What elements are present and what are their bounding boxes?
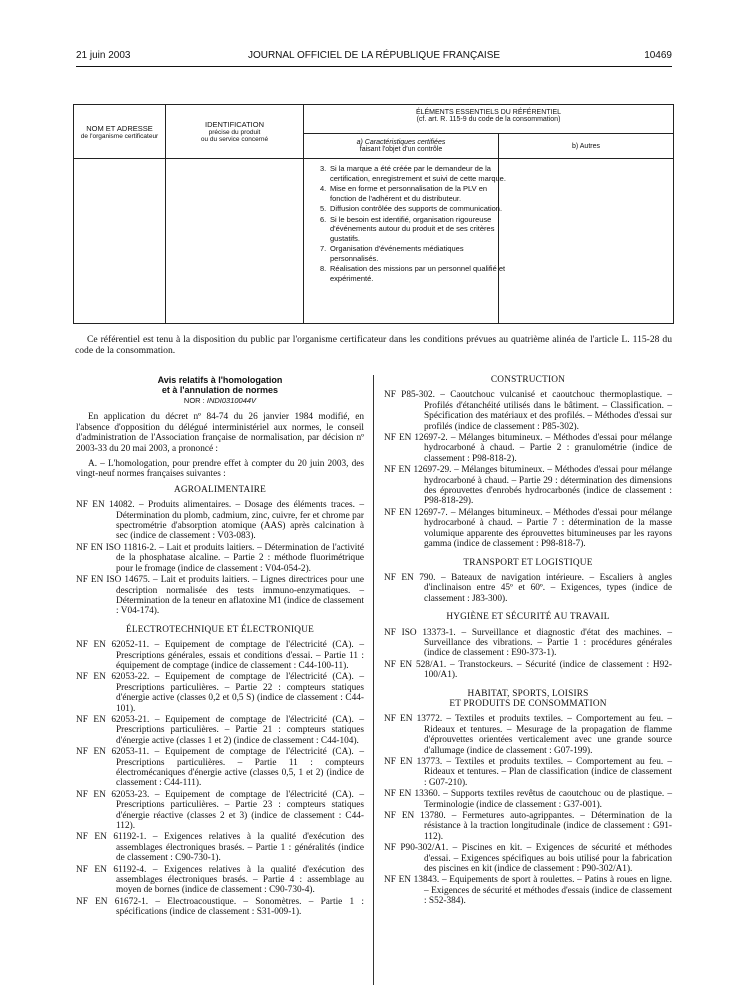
standard-entry (384, 465, 672, 507)
section-title-text: HABITAT, SPORTS, LOISIRS (467, 688, 589, 699)
avis-title-line1: Avis relatifs à l'homologation (157, 375, 283, 385)
col3b-header-label: b) Autres (571, 142, 600, 150)
col-header-elements (304, 105, 674, 134)
standard-reference: NF EN 62053-22. (76, 672, 150, 683)
standard-reference: NF EN 62053-23. (76, 789, 150, 800)
standard-entry (76, 865, 364, 896)
standard-reference: NF EN ISO 14675. (76, 575, 150, 586)
standard-description: – Equipement de comptage de l'électricité (CA). – Prescriptions générales, essais et conditions d'essai. – Partie 11 : équipement de comptage (indice de classement : C44-100-11). (116, 640, 364, 671)
standard-description: – Lait et produits laitiers. – Lignes directrices pour une description normalisée des tests immuno-enzymatiques. – Détermination de la teneur en aflatoxine M1 (indice de classement : V04-174). (116, 575, 364, 617)
col-header-caracteristiques (304, 134, 499, 159)
standard-entry (76, 790, 364, 832)
standard-description: – Piscines en kit. – Exigences de sécurité et méthodes d'essai. – Exigences spécifiques au bois utilisé pour la fabrication des piscines en kit (indice de classement : P90-302/A1). (424, 843, 672, 875)
standard-entry (76, 500, 364, 542)
standard-entry (384, 660, 672, 681)
avis-title-line2: et à l'annulation de normes (161, 385, 279, 395)
standard-description: – Fermetures auto-agrippantes. – Détermination de la résistance à la traction longitudinale (indice de classement : G91-112). (424, 811, 672, 842)
standard-entry (76, 575, 364, 617)
standard-entry (384, 811, 672, 842)
col1-header-label: NOM ET ADRESSE (86, 123, 153, 133)
standard-entry (384, 508, 672, 550)
col-header-identification (166, 105, 304, 159)
standard-description: – Equipement de comptage de l'électricité (CA). – Prescriptions particulières. – Partie 11 : compteurs électromécaniques d'énergie active (classes 0,5, 1 et 2) (indice de classement : C44-111). (116, 747, 364, 789)
nor-reference (76, 396, 364, 406)
col-header-autres (499, 134, 674, 159)
list-item: 8. Réalisation des missions par un personnel qualifié et expérimenté. (320, 264, 506, 283)
standard-reference: NF EN 62053-21. (76, 714, 150, 725)
nor-code: INDI0310044V (206, 396, 257, 405)
standard-reference: NF EN 528/A1. (384, 659, 447, 670)
standard-description: – Mélanges bitumineux. – Méthodes d'essai pour mélange hydrocarboné à chaud. – Partie 29 : détermination des dimensions des éprouvettes d'enrobés hydrocarbonés (indice de classement : P98-818-29). (424, 465, 672, 507)
standard-description: – Textiles et produits textiles. – Comportement au feu. – Rideaux et tentures. – Plan de classification (indice de classement : G07-210). (424, 757, 672, 788)
header-date: 21 juin 2003 (76, 50, 131, 61)
standard-reference: NF EN 13780. (384, 811, 446, 822)
standard-entry (76, 715, 364, 746)
cell-autres (499, 159, 674, 324)
standard-description: – Electroacoustique. – Sonomètres. – Partie 1 : spécifications (indice de classement : S31-009-1). (116, 896, 365, 918)
col-header-organisme (74, 105, 166, 159)
avis-title (76, 375, 364, 395)
col3-header-label: ÉLÉMENTS ESSENTIELS DU RÉFÉRENTIEL (415, 109, 562, 116)
section-title-text: CONSTRUCTION (490, 375, 566, 385)
standard-description: – Exigences relatives à la qualité d'exécution des assemblages électroniques brasés. – Partie 4 : assemblage au moyen de bornes (indice de classement : C90-730-4). (116, 864, 364, 896)
standard-entry (384, 628, 672, 659)
standard-reference: NF EN 61192-1. (76, 832, 147, 843)
section-title-construction (384, 375, 672, 385)
cell-caracteristiques (304, 159, 506, 324)
standard-description: – Mélanges bitumineux. – Méthodes d'essai pour mélange hydrocarboné à chaud. – Partie 2 : granulométrie (indice de classement : P98-818-2). (424, 433, 672, 464)
standard-description: – Exigences relatives à la qualité d'exécution des assemblages électroniques brasés. – Partie 1 : généralités (indice de classement : C90-730-1). (116, 832, 364, 864)
col3-header-sub: (cf. art. R. 115-9 du code de la consommation) (416, 116, 561, 123)
section-title-text: ÉLECTROTECHNIQUE ET ÉLECTRONIQUE (125, 624, 314, 635)
standard-entry (384, 390, 672, 432)
avis-intro: En application du décret nº 84-74 du 26 janvier 1984 modifié, en l'absence d'opposition du délégué interministériel aux normes, le conseil d'administration de l'Association française de normalisation, par décision nº 2003-33 du 20 mai 2003, a prononcé : (76, 412, 364, 454)
section-title-transport-et-logistique (384, 558, 672, 568)
section-title-hygiene-et-securite-au-travail (384, 612, 672, 622)
standard-entry (384, 875, 672, 906)
standard-entry (76, 543, 364, 574)
standard-reference: NF EN 790. (384, 572, 436, 583)
col3a-header-sub: faisant l'objet d'un contrôle (359, 146, 443, 153)
standard-entry (384, 843, 672, 874)
cell-identification (166, 159, 304, 324)
standard-description: – Mélanges bitumineux. – Méthodes d'essai pour mélange hydrocarboné à chaud. – Partie 7 : détermination de la masse volumique apparente des éprouvettes bitumineuses par les rayons gamma (indice de classement : P98-818-7). (424, 507, 672, 550)
standard-reference: NF EN ISO 11816-2. (76, 542, 157, 553)
list-item: 5. Diffusion contrôlée des supports de communication. (320, 204, 503, 213)
standard-description: – Equipement de comptage de l'électricité (CA). – Prescriptions particulières. – Partie 22 : compteurs statiques d'énergie active (classes 0,2 et 0,5 S) (indice de classement : C44-101). (116, 672, 365, 714)
standard-reference: NF EN 61672-1. (76, 896, 149, 907)
header-journal-title: JOURNAL OFFICIEL DE LA RÉPUBLIQUE FRANÇAISE (247, 50, 501, 61)
section-title-text-2: ET PRODUITS DE CONSOMMATION (449, 698, 607, 709)
col3a-header-label: a) Caractéristiques certifiées (356, 139, 446, 146)
standard-description: – Surveillance et diagnostic d'état des machines. – Surveillance des vibrations. – Partie 1 : procédures générales (indice de classement : E90-373-1). (424, 627, 672, 659)
standard-reference: NF EN 12697-2. (384, 433, 448, 444)
standard-description: – Equipement de comptage de l'électricité (CA). – Prescriptions particulières. – Partie 23 : compteurs statiques d'énergie réactive (classes 2 et 3) (indice de classement : C44-112). (116, 789, 365, 832)
standard-description: – Lait et produits laitiers. – Détermination de l'activité de la phosphatase alcaline. – Partie 2 : méthode fluorimétrique pour le fromage (indice de classement : V04-054-2). (116, 542, 364, 574)
standard-reference: NF EN 12697-29. (384, 465, 452, 476)
list-item: 3. Si la marque a été créée par le demandeur de la certification, enregistrement et suivi de cette marque. (320, 164, 506, 183)
standard-entry (76, 832, 364, 863)
standard-entry (384, 757, 672, 788)
standard-reference: NF EN 13360. (384, 789, 441, 800)
standard-entry (76, 672, 364, 714)
col2-header-sub2: ou du service concerné (200, 136, 269, 143)
left-sections (76, 485, 364, 918)
header-page-number: 10469 (644, 50, 672, 61)
avis-point-a: A. – L'homologation, pour prendre effet à compter du 20 juin 2003, des vingt-neuf normes françaises suivantes : (76, 459, 364, 480)
col2-header-label: IDENTIFICATION (204, 120, 265, 129)
section-title-text: TRANSPORT ET LOGISTIQUE (463, 557, 593, 568)
standard-entry (384, 789, 672, 810)
standard-description: – Equipement de comptage de l'électricité (CA). – Prescriptions particulières. – Partie 21 : compteurs statiques d'énergie active (classes 1 et 2) (indice de classement : C44-104). (116, 714, 365, 746)
standard-description: – Produits alimentaires. – Dosage des éléments traces. – Détermination du plomb, cadmium, zinc, cuivre, fer et chrome par spectrométrie d'absorption atomique (AAS) après calcination à sec (indice de classement : V03-083). (116, 500, 365, 542)
standard-reference: NF ISO 13373-1. (384, 627, 456, 638)
standard-reference: NF EN 62053-11. (76, 747, 150, 758)
standard-description: – Supports textiles revêtus de caoutchouc ou de plastique. – Terminologie (indice de classement : G37-001). (424, 789, 672, 810)
list-item: 7. Organisation d'événements médiatiques personnalisés. (320, 244, 464, 263)
cell-organisme (74, 159, 166, 324)
nor-label: NOR : (183, 396, 205, 405)
standard-reference: NF EN 61192-4. (76, 864, 147, 875)
standard-description: – Caoutchouc vulcanisé et caoutchouc thermoplastique. – Profilés d'étanchéité utilisés dans le bâtiment. – Classification. – Spécification des matériaux et des profilés. – Méthodes d'essai sur profilés (indice de classement : P85-302). (424, 390, 672, 432)
caracteristiques-list (304, 159, 506, 283)
column-divider (373, 375, 374, 985)
list-item: 4. Mise en forme et personnalisation de la PLV en fonction de l'adhérent et du distributeur. (320, 184, 488, 203)
header-rule (76, 66, 672, 67)
col1-header-sub: de l'organisme certificateur (80, 132, 159, 140)
right-column (384, 375, 672, 908)
standard-entry (76, 640, 364, 671)
standard-description: – Equipements de sport à roulettes. – Patins à roues en ligne. – Exigences de sécurité et méthodes d'essais (indice de classement : S52-384). (424, 875, 672, 907)
standard-reference: NF EN 13772. (384, 714, 443, 725)
standard-description: – Bateaux de navigation intérieure. – Escaliers à angles d'inclinaison entre 45º et 60º. – Exigences, types (indice de classement : J83-300). (424, 572, 672, 604)
standard-entry (384, 433, 672, 464)
right-sections (384, 375, 672, 907)
standard-reference: NF P90-302/A1. (384, 843, 449, 854)
section-title-agroalimentaire (76, 485, 364, 495)
left-column (76, 375, 364, 919)
standard-entry (384, 714, 672, 756)
section-title-habitat-sports-loisirs (384, 689, 672, 710)
standard-entry (384, 573, 672, 604)
standard-reference: NF EN 13843. (384, 875, 440, 886)
standard-reference: NF EN 62052-11. (76, 640, 150, 651)
standard-entry (76, 897, 364, 918)
referentiel-table (73, 104, 674, 324)
section-title-text: AGROALIMENTAIRE (173, 484, 267, 495)
standard-description: – Transtockeurs. – Sécurité (indice de classement : H92-100/A1). (424, 659, 673, 681)
referentiel-note: Ce référentiel est tenu à la disposition du public par l'organisme certificateur dans les conditions prévues au quatrième alinéa de l'article L. 115-28 du code de la consommation. (75, 334, 672, 356)
section-title-electrotechnique-et-electronique (76, 625, 364, 635)
standard-reference: NF EN 13773. (384, 757, 443, 767)
section-title-text: HYGIÈNE ET SÉCURITÉ AU TRAVAIL (446, 612, 610, 623)
list-item: 6. Si le besoin est identifié, organisation rigoureuse d'événements autour du produit et de ses critères gustatifs. (320, 214, 495, 243)
standard-reference: NF EN 14082. (76, 500, 135, 511)
standard-reference: NF P85-302. (384, 390, 435, 401)
standard-entry (76, 747, 364, 789)
standard-description: – Textiles et produits textiles. – Comportement au feu. – Rideaux et tentures. – Mesurage de la propagation de flamme d'éprouvettes orientées verticalement avec une grande source d'allumage (indice de classement : G07-199). (424, 714, 672, 756)
standard-reference: NF EN 12697-7. (384, 507, 448, 518)
col2-header-sub1: précise du produit (208, 129, 261, 136)
